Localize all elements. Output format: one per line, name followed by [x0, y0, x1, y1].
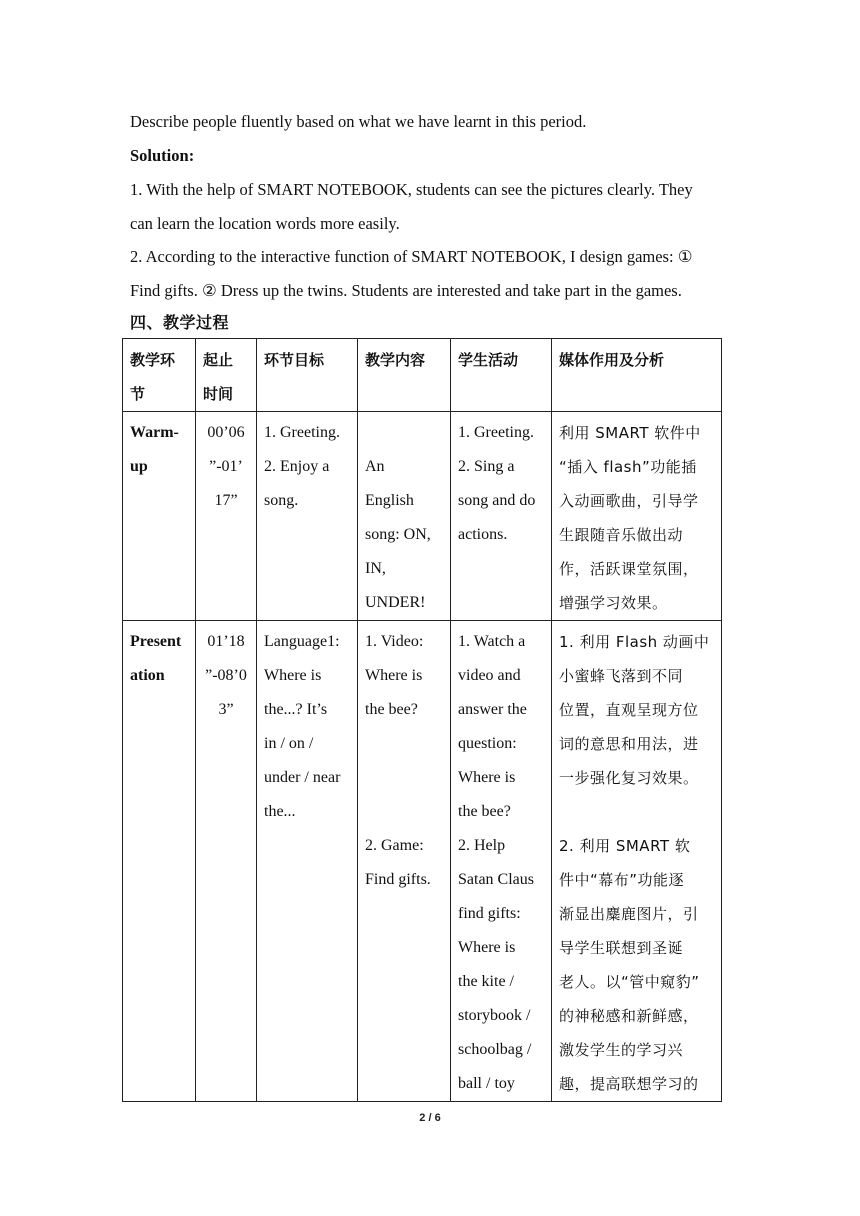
solution-point-2a: 2. According to the interactive function of SMART NOTEBOOK, I design games: ① [130, 247, 693, 266]
warmup-media: 利用 SMART 软件中 “插入 flash”功能插 入动画歌曲，引导学 生跟随音乐做出动 作，活跃课堂氛围， 增强学习效果。 [552, 412, 722, 621]
header-stage: 教学环 节 [123, 339, 196, 412]
presentation-stage: Present ation [123, 621, 196, 1102]
warmup-activity: 1. Greeting. 2. Sing a song and do actions. [451, 412, 552, 621]
table-row-presentation [123, 621, 722, 1102]
solution-point-1b: can learn the location words more easily. [130, 214, 400, 233]
table-row-warmup [123, 412, 722, 621]
teaching-process-table [122, 338, 722, 1102]
presentation-time: 01’18 ”-08’0 3” [196, 621, 257, 1102]
intro-line: Describe people fluently based on what we have learnt in this period. [130, 112, 587, 131]
presentation-activity: 1. Watch a video and answer the question: Where is the bee? 2. Help Satan Claus find gifts: Where is the kite / storybook / schoolbag / ball / toy [451, 621, 552, 1102]
solution-point-1a: 1. With the help of SMART NOTEBOOK, students can see the pictures clearly. They [130, 180, 693, 199]
presentation-content: 1. Video: Where is the bee? 2. Game: Find gifts. [358, 621, 451, 1102]
section-title: 四、教学过程 [130, 313, 230, 332]
header-goal: 环节目标 [257, 339, 358, 412]
solution-heading: Solution: [130, 146, 195, 165]
warmup-time: 00’06 ”-01’ 17” [196, 412, 257, 621]
solution-point-2b: Find gifts. ② Dress up the twins. Students are interested and take part in the games. [130, 281, 682, 300]
header-media: 媒体作用及分析 [552, 339, 722, 412]
header-activity: 学生活动 [451, 339, 552, 412]
page-number: 2 / 6 [419, 1112, 441, 1124]
table-header-row [123, 339, 722, 412]
presentation-goal: Language1: Where is the...? It’s in / on / under / near the... [257, 621, 358, 1102]
header-time: 起止 时间 [196, 339, 257, 412]
warmup-content: An English song: ON, IN, UNDER! [358, 412, 451, 621]
header-content: 教学内容 [358, 339, 451, 412]
warmup-goal: 1. Greeting. 2. Enjoy a song. [257, 412, 358, 621]
presentation-media: 1. 利用 Flash 动画中 小蜜蜂飞落到不同 位置，直观呈现方位 词的意思和用法，进 一步强化复习效果。 2. 利用 SMART 软 件中“幕布”功能逐 渐显出麋鹿图片，引 导学生联想到圣诞 老人。以“管中窥豹” 的神秘感和新鲜感， 激发学生的学习兴 趣，提高联想学习的 [552, 621, 722, 1102]
warmup-stage: Warm- up [123, 412, 196, 621]
